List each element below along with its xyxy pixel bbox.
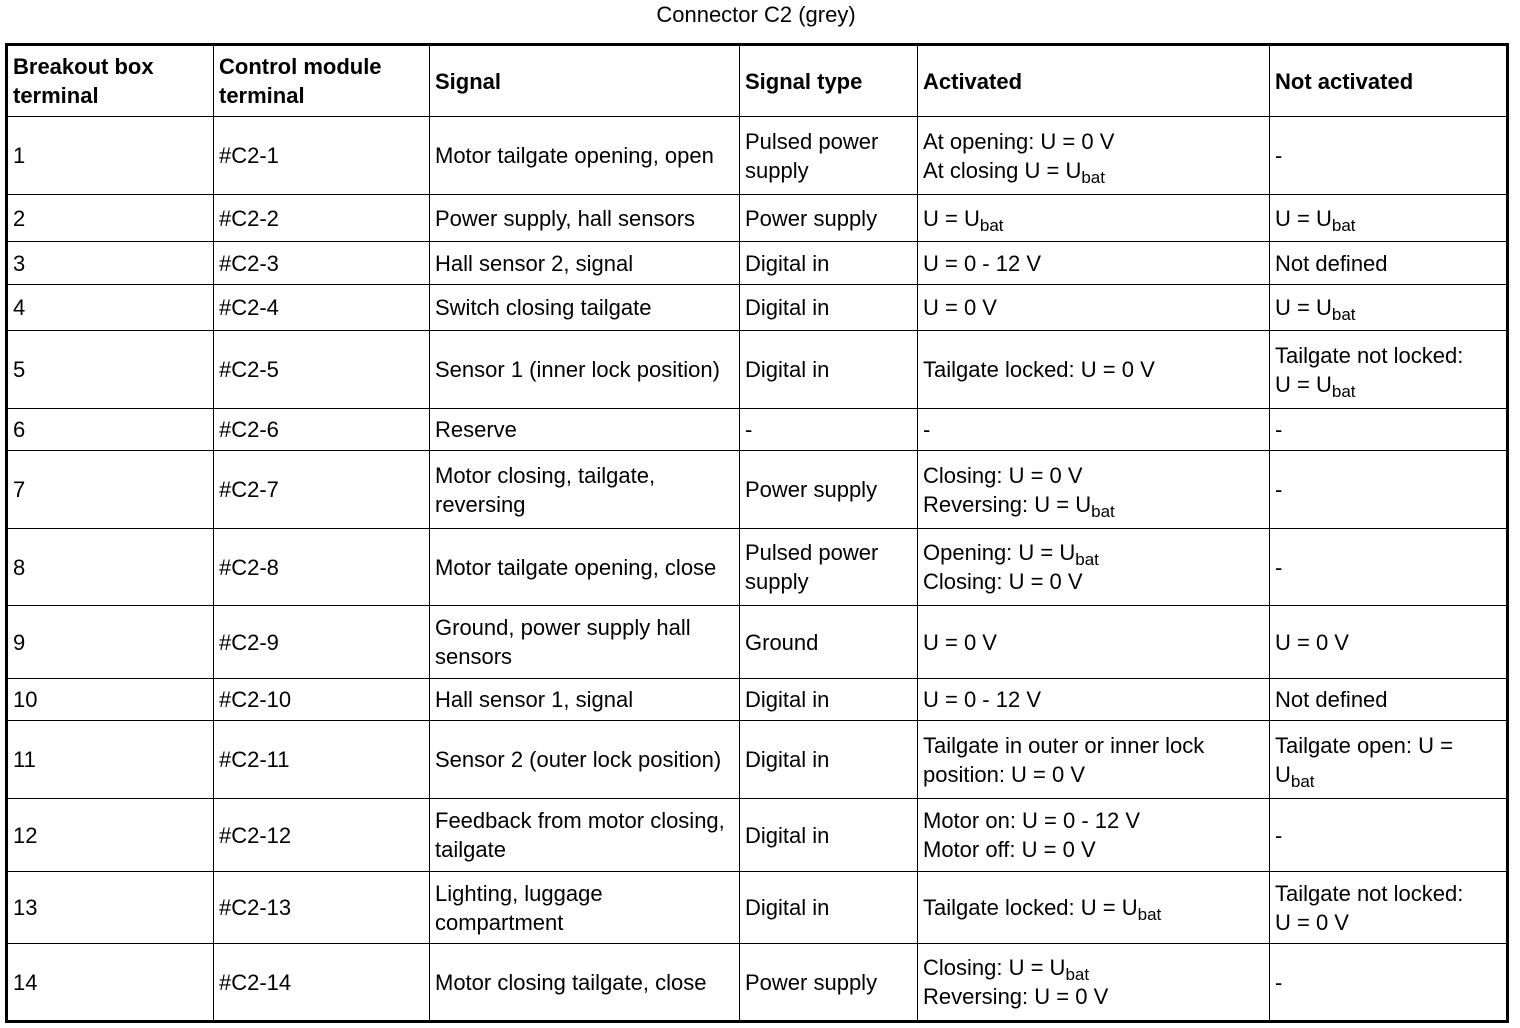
signal-cell: Hall sensor 2, signal	[430, 242, 740, 285]
control-module-terminal-cell: #C2-9	[214, 606, 430, 679]
cell-line: U = 0 V	[923, 295, 997, 320]
not-activated-cell	[1270, 679, 1508, 721]
breakout-box-terminal-cell: 14	[7, 944, 214, 1022]
activated-cell	[918, 451, 1270, 529]
cell-line: Closing: $U = U_{bat}$	[923, 955, 1090, 984]
cell-line: Tailgate not locked:	[1275, 342, 1464, 368]
cell-line: Not defined	[1275, 687, 1388, 712]
cell-line: Tailgate open: U =	[1275, 732, 1453, 758]
breakout-box-terminal-cell: 8	[7, 529, 214, 606]
control-module-terminal-cell: #C2-5	[214, 331, 430, 409]
control-module-terminal-cell: #C2-2	[214, 195, 430, 242]
cell-line: Closing: U = 0 V	[923, 462, 1083, 488]
cell-line: Tailgate locked: $U = U_{bat}$	[923, 895, 1162, 924]
header-activated: Activated	[918, 45, 1270, 117]
cell-line: $U = U_{bat}$	[1275, 371, 1356, 401]
breakout-box-terminal-cell: 11	[7, 721, 214, 799]
signal-type-cell: -	[740, 409, 918, 451]
activated-cell	[918, 242, 1270, 285]
table-caption: Connector C2 (grey)	[656, 2, 856, 27]
not-activated-cell	[1270, 451, 1508, 529]
signal-type-cell: Power supply	[740, 944, 918, 1022]
not-activated-cell	[1270, 606, 1508, 679]
subscript: bat	[1075, 550, 1099, 569]
control-module-terminal-cell: #C2-6	[214, 409, 430, 451]
table-row	[7, 944, 1508, 1022]
not-activated-cell	[1270, 799, 1508, 872]
control-module-terminal-cell: #C2-14	[214, 944, 430, 1022]
breakout-box-terminal-cell: 9	[7, 606, 214, 679]
cell-line: Motor off: U = 0 V	[923, 837, 1096, 862]
not-activated-cell	[1270, 872, 1508, 944]
table-row	[7, 679, 1508, 721]
signal-type-cell: Power supply	[740, 195, 918, 242]
control-module-terminal-cell: #C2-11	[214, 721, 430, 799]
header-breakout-box-terminal: Breakout box terminal	[7, 45, 214, 117]
signal-type-cell: Digital in	[740, 721, 918, 799]
signal-cell: Power supply, hall sensors	[430, 195, 740, 242]
signal-type-cell: Ground	[740, 606, 918, 679]
not-activated-cell	[1270, 242, 1508, 285]
subscript: bat	[1331, 215, 1356, 235]
not-activated-cell	[1270, 117, 1508, 195]
breakout-box-terminal-cell: 13	[7, 872, 214, 944]
table-row	[7, 451, 1508, 529]
breakout-box-terminal-cell: 3	[7, 242, 214, 285]
control-module-terminal-cell: #C2-3	[214, 242, 430, 285]
control-module-terminal-cell: #C2-10	[214, 679, 430, 721]
control-module-terminal-cell: #C2-13	[214, 872, 430, 944]
breakout-box-terminal-cell: 12	[7, 799, 214, 872]
subscript: bat	[979, 215, 1004, 235]
subscript: bat	[1331, 305, 1356, 324]
cell-line: Closing: U = 0 V	[923, 569, 1083, 594]
not-activated-cell	[1270, 944, 1508, 1022]
cell-line: $U_{bat}$	[1275, 761, 1315, 791]
header-control-module-terminal: Control module terminal	[214, 45, 430, 117]
subscript: bat	[1065, 965, 1090, 984]
header-not-activated: Not activated	[1270, 45, 1508, 117]
not-activated-cell	[1270, 721, 1508, 799]
signal-type-cell: Digital in	[740, 331, 918, 409]
table-row	[7, 117, 1508, 195]
cell-line: Motor on: U = 0 - 12 V	[923, 808, 1141, 833]
control-module-terminal-cell: #C2-8	[214, 529, 430, 606]
cell-line: At closing $U = U_{bat}$	[923, 157, 1105, 187]
breakout-box-terminal-cell: 1	[7, 117, 214, 195]
cell-line: $U = U_{bat}$	[1275, 295, 1356, 324]
cell-line: At opening: U = 0 V	[923, 128, 1115, 154]
table-row	[7, 331, 1508, 409]
activated-cell	[918, 679, 1270, 721]
not-activated-cell	[1270, 331, 1508, 409]
cell-line: U = 0 - 12 V	[923, 250, 1042, 276]
cell-line: $U = U_{bat}$	[1275, 205, 1356, 235]
activated-cell	[918, 721, 1270, 799]
subscript: bat	[1290, 771, 1315, 791]
signal-cell: Motor tailgate opening, open	[430, 117, 740, 195]
not-activated-cell	[1270, 529, 1508, 606]
cell-line: U = 0 V	[923, 629, 997, 655]
activated-cell	[918, 331, 1270, 409]
header-signal: Signal	[430, 45, 740, 117]
signal-type-cell: Power supply	[740, 451, 918, 529]
cell-line: Opening: $U = U_{bat}$	[923, 540, 1099, 569]
signal-cell: Sensor 2 (outer lock position)	[430, 721, 740, 799]
cell-line: U = 0 - 12 V	[923, 687, 1042, 712]
table-row	[7, 409, 1508, 451]
signal-cell: Reserve	[430, 409, 740, 451]
table-row	[7, 529, 1508, 606]
signal-cell: Lighting, luggage compartment	[430, 872, 740, 944]
cell-line: U = 0 V	[1275, 909, 1349, 935]
signal-type-cell: Digital in	[740, 679, 918, 721]
header-signal-type: Signal type	[740, 45, 918, 117]
activated-cell	[918, 117, 1270, 195]
table-body	[7, 117, 1508, 1022]
subscript: bat	[1091, 501, 1115, 521]
signal-cell: Hall sensor 1, signal	[430, 679, 740, 721]
signal-cell: Feedback from motor closing, tailgate	[430, 799, 740, 872]
table-row	[7, 799, 1508, 872]
cell-line: -	[923, 417, 931, 442]
cell-line: U = 0 V	[1275, 629, 1349, 655]
activated-cell	[918, 606, 1270, 679]
signal-type-cell: Pulsed power supply	[740, 529, 918, 606]
breakout-box-terminal-cell: 6	[7, 409, 214, 451]
not-activated-cell	[1270, 409, 1508, 451]
breakout-box-terminal-cell: 5	[7, 331, 214, 409]
signal-cell: Sensor 1 (inner lock position)	[430, 331, 740, 409]
activated-cell	[918, 872, 1270, 944]
subscript: bat	[1081, 167, 1105, 187]
table-row	[7, 242, 1508, 285]
breakout-box-terminal-cell: 2	[7, 195, 214, 242]
signal-cell: Motor tailgate opening, close	[430, 529, 740, 606]
cell-line: $U = U_{bat}$	[923, 205, 1004, 235]
signal-cell: Switch closing tailgate	[430, 285, 740, 331]
breakout-box-terminal-cell: 4	[7, 285, 214, 331]
cell-line: position: U = 0 V	[923, 761, 1086, 787]
table-row	[7, 285, 1508, 331]
cell-line: Tailgate not locked:	[1275, 880, 1464, 906]
not-activated-cell	[1270, 195, 1508, 242]
cell-line: -	[1275, 143, 1283, 168]
cell-line: -	[1275, 417, 1283, 442]
cell-line: Not defined	[1275, 250, 1388, 276]
table-row	[7, 721, 1508, 799]
cell-line: -	[1275, 969, 1283, 995]
table-row	[7, 606, 1508, 679]
breakout-box-terminal-cell: 10	[7, 679, 214, 721]
connector-table	[5, 43, 1509, 1023]
activated-cell	[918, 799, 1270, 872]
header-row	[7, 45, 1508, 117]
cell-line: Reversing: $U = U_{bat}$	[923, 491, 1115, 521]
cell-line: -	[1275, 822, 1283, 848]
cell-line: Tailgate locked: U = 0 V	[923, 357, 1155, 382]
table-row	[7, 195, 1508, 242]
activated-cell	[918, 529, 1270, 606]
activated-cell	[918, 285, 1270, 331]
activated-cell	[918, 195, 1270, 242]
signal-cell: Motor closing tailgate, close	[430, 944, 740, 1022]
table-row	[7, 872, 1508, 944]
signal-cell: Motor closing, tailgate, reversing	[430, 451, 740, 529]
activated-cell	[918, 409, 1270, 451]
control-module-terminal-cell: #C2-4	[214, 285, 430, 331]
cell-line: -	[1275, 554, 1283, 580]
control-module-terminal-cell: #C2-1	[214, 117, 430, 195]
signal-type-cell: Digital in	[740, 242, 918, 285]
signal-type-cell: Digital in	[740, 285, 918, 331]
breakout-box-terminal-cell: 7	[7, 451, 214, 529]
control-module-terminal-cell: #C2-12	[214, 799, 430, 872]
signal-cell: Ground, power supply hall sensors	[430, 606, 740, 679]
signal-type-cell: Digital in	[740, 799, 918, 872]
not-activated-cell	[1270, 285, 1508, 331]
cell-line: Reversing: U = 0 V	[923, 984, 1109, 1009]
subscript: bat	[1137, 905, 1162, 924]
control-module-terminal-cell: #C2-7	[214, 451, 430, 529]
cell-line: -	[1275, 477, 1283, 502]
subscript: bat	[1331, 381, 1356, 401]
signal-type-cell: Digital in	[740, 872, 918, 944]
activated-cell	[918, 944, 1270, 1022]
cell-line: Tailgate in outer or inner lock	[923, 732, 1205, 758]
signal-type-cell: Pulsed power supply	[740, 117, 918, 195]
